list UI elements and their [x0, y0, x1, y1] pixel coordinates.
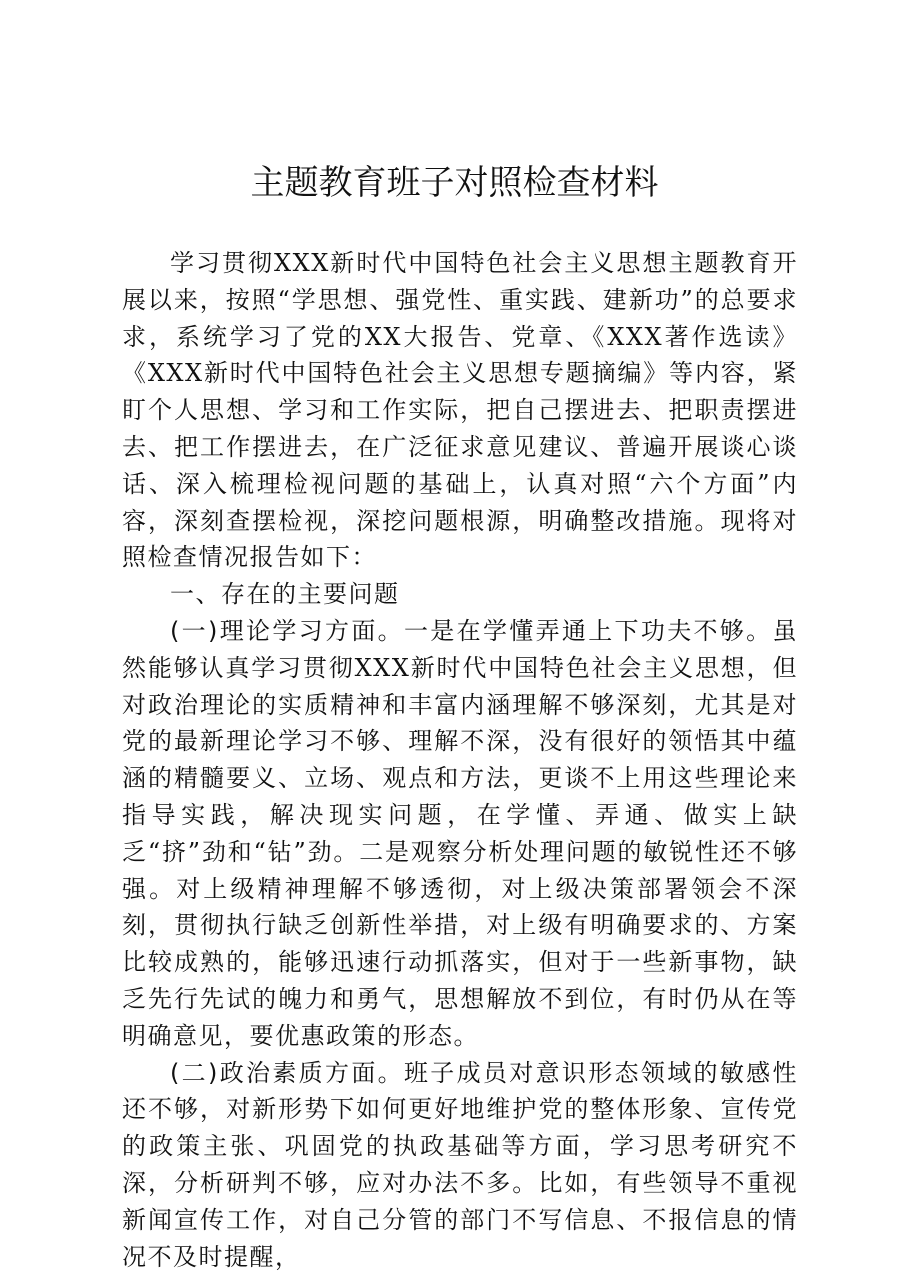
intro-paragraph: 学习贯彻XXX新时代中国特色社会主义思想主题教育开展以来，按照“学思想、强党性、重实践、建新功”的总要求求，系统学习了党的XX大报告、党章、《XXX著作选读》《XXX新时代中国特色社会主义思想专题摘编》等内容，紧盯个人思想、学习和工作实际，把自己摆进去、把职责摆进去、把工作摆进去，在广泛征求意见建议、普遍开展谈心谈话、深入梳理检视问题的基础上，认真对照“六个方面”内容，深刻查摆检视，深挖问题根源，明确整改措施。现将对照检查情况报告如下：: [122, 249, 798, 572]
subheading-theory-study: (一)理论学习方面。: [170, 616, 404, 645]
paragraph-theory-study-text: 一是在学懂弄通上下功夫不够。虽然能够认真学习贯彻XXX新时代中国特色社会主义思想，但对政治理论的实质精神和丰富内涵理解不够深刻，尤其是对党的最新理论学习不够、理解不深，没有很好的领悟其中蕴涵的精髓要义、立场、观点和方法，更谈不上用这些理论来指导实践，解决现实问题，在学懂、弄通、做实上缺乏“挤”劲和“钻”劲。二是观察分析处理问题的敏锐性还不够强。对上级精神理解不够透彻，对上级决策部署领会不深刻，贯彻执行缺乏创新性举措，对上级有明确要求的、方案比较成熟的，能够迅速行动抓落实，但对于一些新事物，缺乏先行先试的魄力和勇气，思想解放不到位，有时仍从在等明确意见，要优惠政策的形态。: [122, 616, 798, 1050]
document-title: 主题教育班子对照检查材料: [250, 163, 659, 203]
paragraph-political-quality-text: 班子成员对意识形态领域的敏感性还不够，对新形势下如何更好地维护党的整体形象、宣传党的政策主张、巩固党的执政基础等方面，学习思考研究不深，分析研判不够，应对办法不多。比如，有些领导不重视新闻宣传工作，对自己分管的部门不写信息、不报信息的情况不及时提醒，: [122, 1058, 798, 1271]
paragraph-theory-study: [122, 613, 798, 1055]
paragraph-political-quality: [122, 1055, 798, 1276]
subheading-political-quality: (二)政治素质方面。: [170, 1058, 404, 1087]
document-body: [122, 245, 798, 1275]
section-heading-problems: 一、存在的主要问题: [170, 580, 400, 609]
